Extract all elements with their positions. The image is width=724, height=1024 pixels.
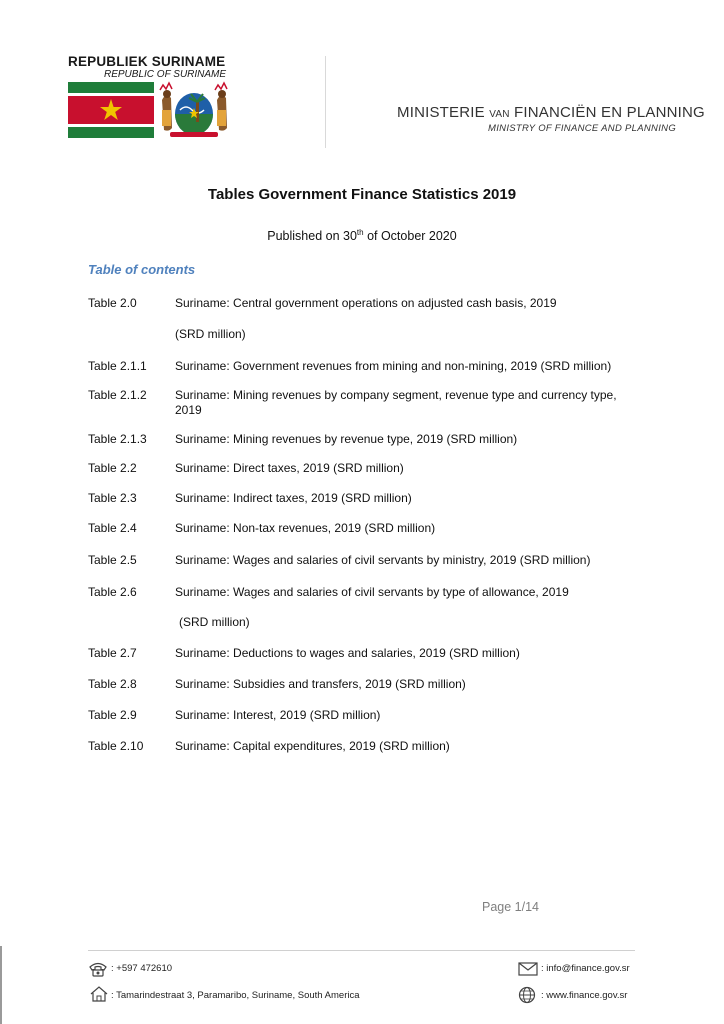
globe-icon — [518, 986, 536, 1004]
page-number: Page 1/14 — [482, 900, 539, 914]
header-divider — [325, 56, 326, 148]
ministry-nl-part1: MINISTERIE — [397, 104, 485, 121]
toc-item-number: Table 2.5 — [88, 553, 137, 567]
ministry-nl-part2: FINANCIËN EN PLANNING — [514, 104, 705, 121]
toc-item-title: Suriname: Central government operations on adjusted cash basis, 2019 — [175, 296, 557, 310]
footer-website[interactable]: : www.finance.gov.sr — [541, 990, 628, 1001]
toc-item-title: Suriname: Government revenues from mining and non-mining, 2019 (SRD million) — [175, 359, 612, 373]
toc-item-number: Table 2.9 — [88, 708, 137, 722]
toc-item-title: Suriname: Non-tax revenues, 2019 (SRD million) — [175, 521, 436, 535]
coat-of-arms-icon — [156, 80, 232, 140]
published-suffix: of October 2020 — [363, 229, 457, 244]
published-sup: th — [356, 228, 364, 237]
page-edge-bar — [0, 946, 2, 1024]
republic-name-dutch: REPUBLIEK SURINAME — [68, 54, 226, 69]
toc-item-number: Table 2.1.1 — [88, 359, 147, 373]
toc-item-number: Table 2.1.2 — [88, 388, 147, 402]
toc-item-number: Table 2.6 — [88, 585, 137, 599]
toc-item-title-continued: (SRD million) — [179, 615, 250, 629]
toc-item-title: Suriname: Mining revenues by company segment, revenue type and currency type, 2019 — [175, 388, 617, 417]
toc-item-number: Table 2.7 — [88, 646, 137, 660]
toc-item-title-continued: (SRD million) — [175, 327, 246, 341]
toc-item-number: Table 2.4 — [88, 521, 137, 535]
toc-item-title: Suriname: Indirect taxes, 2019 (SRD million) — [175, 491, 412, 505]
toc-item-number: Table 2.2 — [88, 461, 137, 475]
footer-divider — [88, 950, 635, 951]
toc-item-title: Suriname: Wages and salaries of civil servants by ministry, 2019 (SRD million) — [175, 553, 591, 567]
published-prefix: Published on 30 — [267, 229, 357, 244]
envelope-icon — [518, 962, 538, 976]
document-title: Tables Government Finance Statistics 2019 — [207, 186, 517, 203]
phone-icon — [88, 961, 108, 977]
toc-item-number: Table 2.10 — [88, 739, 144, 753]
toc-item-title: Suriname: Interest, 2019 (SRD million) — [175, 708, 381, 722]
footer-email[interactable]: : info@finance.gov.sr — [541, 963, 630, 974]
suriname-flag-icon — [68, 82, 154, 138]
ministry-name-english: MINISTRY OF FINANCE AND PLANNING — [488, 123, 677, 134]
toc-item-title: Suriname: Direct taxes, 2019 (SRD million) — [175, 461, 404, 475]
toc-heading: Table of contents — [88, 262, 196, 277]
ministry-name-dutch — [397, 104, 705, 121]
ministry-nl-van: VAN — [489, 109, 510, 120]
toc-item-number: Table 2.8 — [88, 677, 137, 691]
toc-item-title: Suriname: Mining revenues by revenue type, 2019 (SRD million) — [175, 432, 518, 446]
toc-item-title: Suriname: Capital expenditures, 2019 (SRD million) — [175, 739, 450, 753]
footer-phone: : +597 472610 — [111, 963, 173, 974]
republic-name-english: REPUBLIC OF SURINAME — [104, 69, 227, 80]
footer-address: : Tamarindestraat 3, Paramaribo, Suriname, South America — [111, 990, 360, 1001]
toc-item-title: Suriname: Deductions to wages and salaries, 2019 (SRD million) — [175, 646, 520, 660]
toc-item-title: Suriname: Wages and salaries of civil servants by type of allowance, 2019 — [175, 585, 569, 599]
toc-item-number: Table 2.0 — [88, 296, 137, 310]
toc-item-number: Table 2.3 — [88, 491, 137, 505]
publication-date — [0, 228, 724, 243]
toc-item-number: Table 2.1.3 — [88, 432, 147, 446]
home-icon — [89, 985, 109, 1003]
toc-item-title: Suriname: Subsidies and transfers, 2019 (SRD million) — [175, 677, 466, 691]
